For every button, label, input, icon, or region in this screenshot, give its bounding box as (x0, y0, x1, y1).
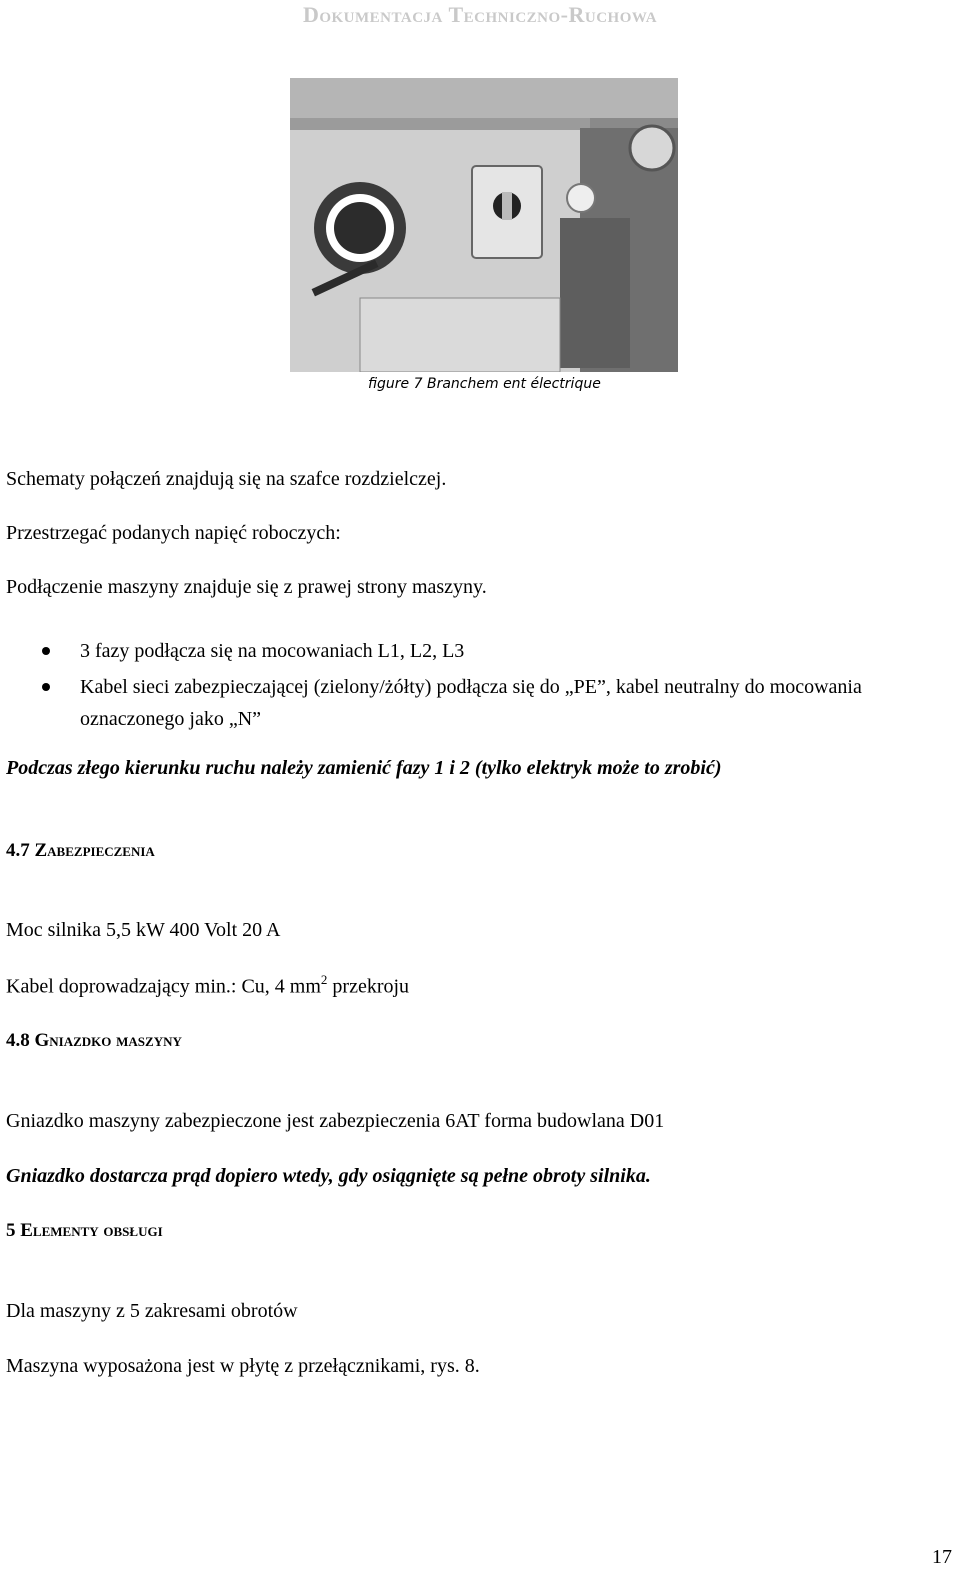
cable-spec (6, 973, 409, 999)
section-heading-5 (6, 1220, 163, 1242)
list-item-text: Kabel sieci zabezpieczającej (zielony/żółty) podłącza się do „PE”, kabel neutralny do mocowania oznaczonego jako „N” (80, 676, 862, 730)
socket-note: Gniazdko dostarcza prąd dopiero wtedy, gdy osiągnięte są pełne obroty silnika. (6, 1165, 651, 1187)
page-number: 17 (932, 1546, 952, 1568)
section-title: Gniazdko maszyny (34, 1030, 182, 1051)
section-heading-4-7 (6, 840, 155, 862)
paragraph-schematics: Schematy połączeń znajdują się na szafce rozdzielczej. (6, 468, 447, 490)
cable-spec-exponent: 2 (320, 972, 328, 987)
phase-list (6, 635, 946, 735)
list-item (6, 671, 946, 735)
section-heading-4-8 (6, 1030, 182, 1052)
section-number: 4.8 (6, 1030, 30, 1051)
list-item-text: 3 fazy podłącza się na mocowaniach L1, L2, L3 (80, 640, 465, 662)
speed-range-text: Dla maszyny z 5 zakresami obrotów (6, 1300, 298, 1322)
bullet-icon (42, 647, 50, 655)
section-number: 4.7 (6, 840, 30, 861)
document-header: Dokumentacja Techniczno-Ruchowa (302, 2, 658, 27)
list-item (6, 635, 946, 667)
section-title: Zabezpieczenia (34, 840, 155, 861)
figure-caption: figure 7 Branchem ent électrique (368, 376, 601, 392)
machine-photo-drawing (290, 78, 678, 372)
switch-panel-text: Maszyna wyposażona jest w płytę z przełącznikami, rys. 8. (6, 1355, 480, 1377)
machine-photo (290, 78, 678, 372)
section-number: 5 (6, 1220, 16, 1241)
motor-power: Moc silnika 5,5 kW 400 Volt 20 A (6, 919, 281, 941)
cable-spec-suffix: przekroju (327, 975, 410, 998)
bullet-icon (42, 683, 50, 691)
paragraph-connection: Podłączenie maszyny znajduje się z prawej strony maszyny. (6, 576, 487, 598)
section-title: Elementy obsługi (20, 1220, 163, 1241)
paragraph-voltages: Przestrzegać podanych napięć roboczych: (6, 522, 341, 544)
cable-spec-text: Kabel doprowadzający min.: Cu, 4 mm (6, 975, 321, 998)
socket-protection: Gniazdko maszyny zabezpieczone jest zabezpieczenia 6AT forma budowlana D01 (6, 1110, 665, 1132)
direction-warning: Podczas złego kierunku ruchu należy zamienić fazy 1 i 2 (tylko elektryk może to zrobić) (6, 757, 722, 779)
